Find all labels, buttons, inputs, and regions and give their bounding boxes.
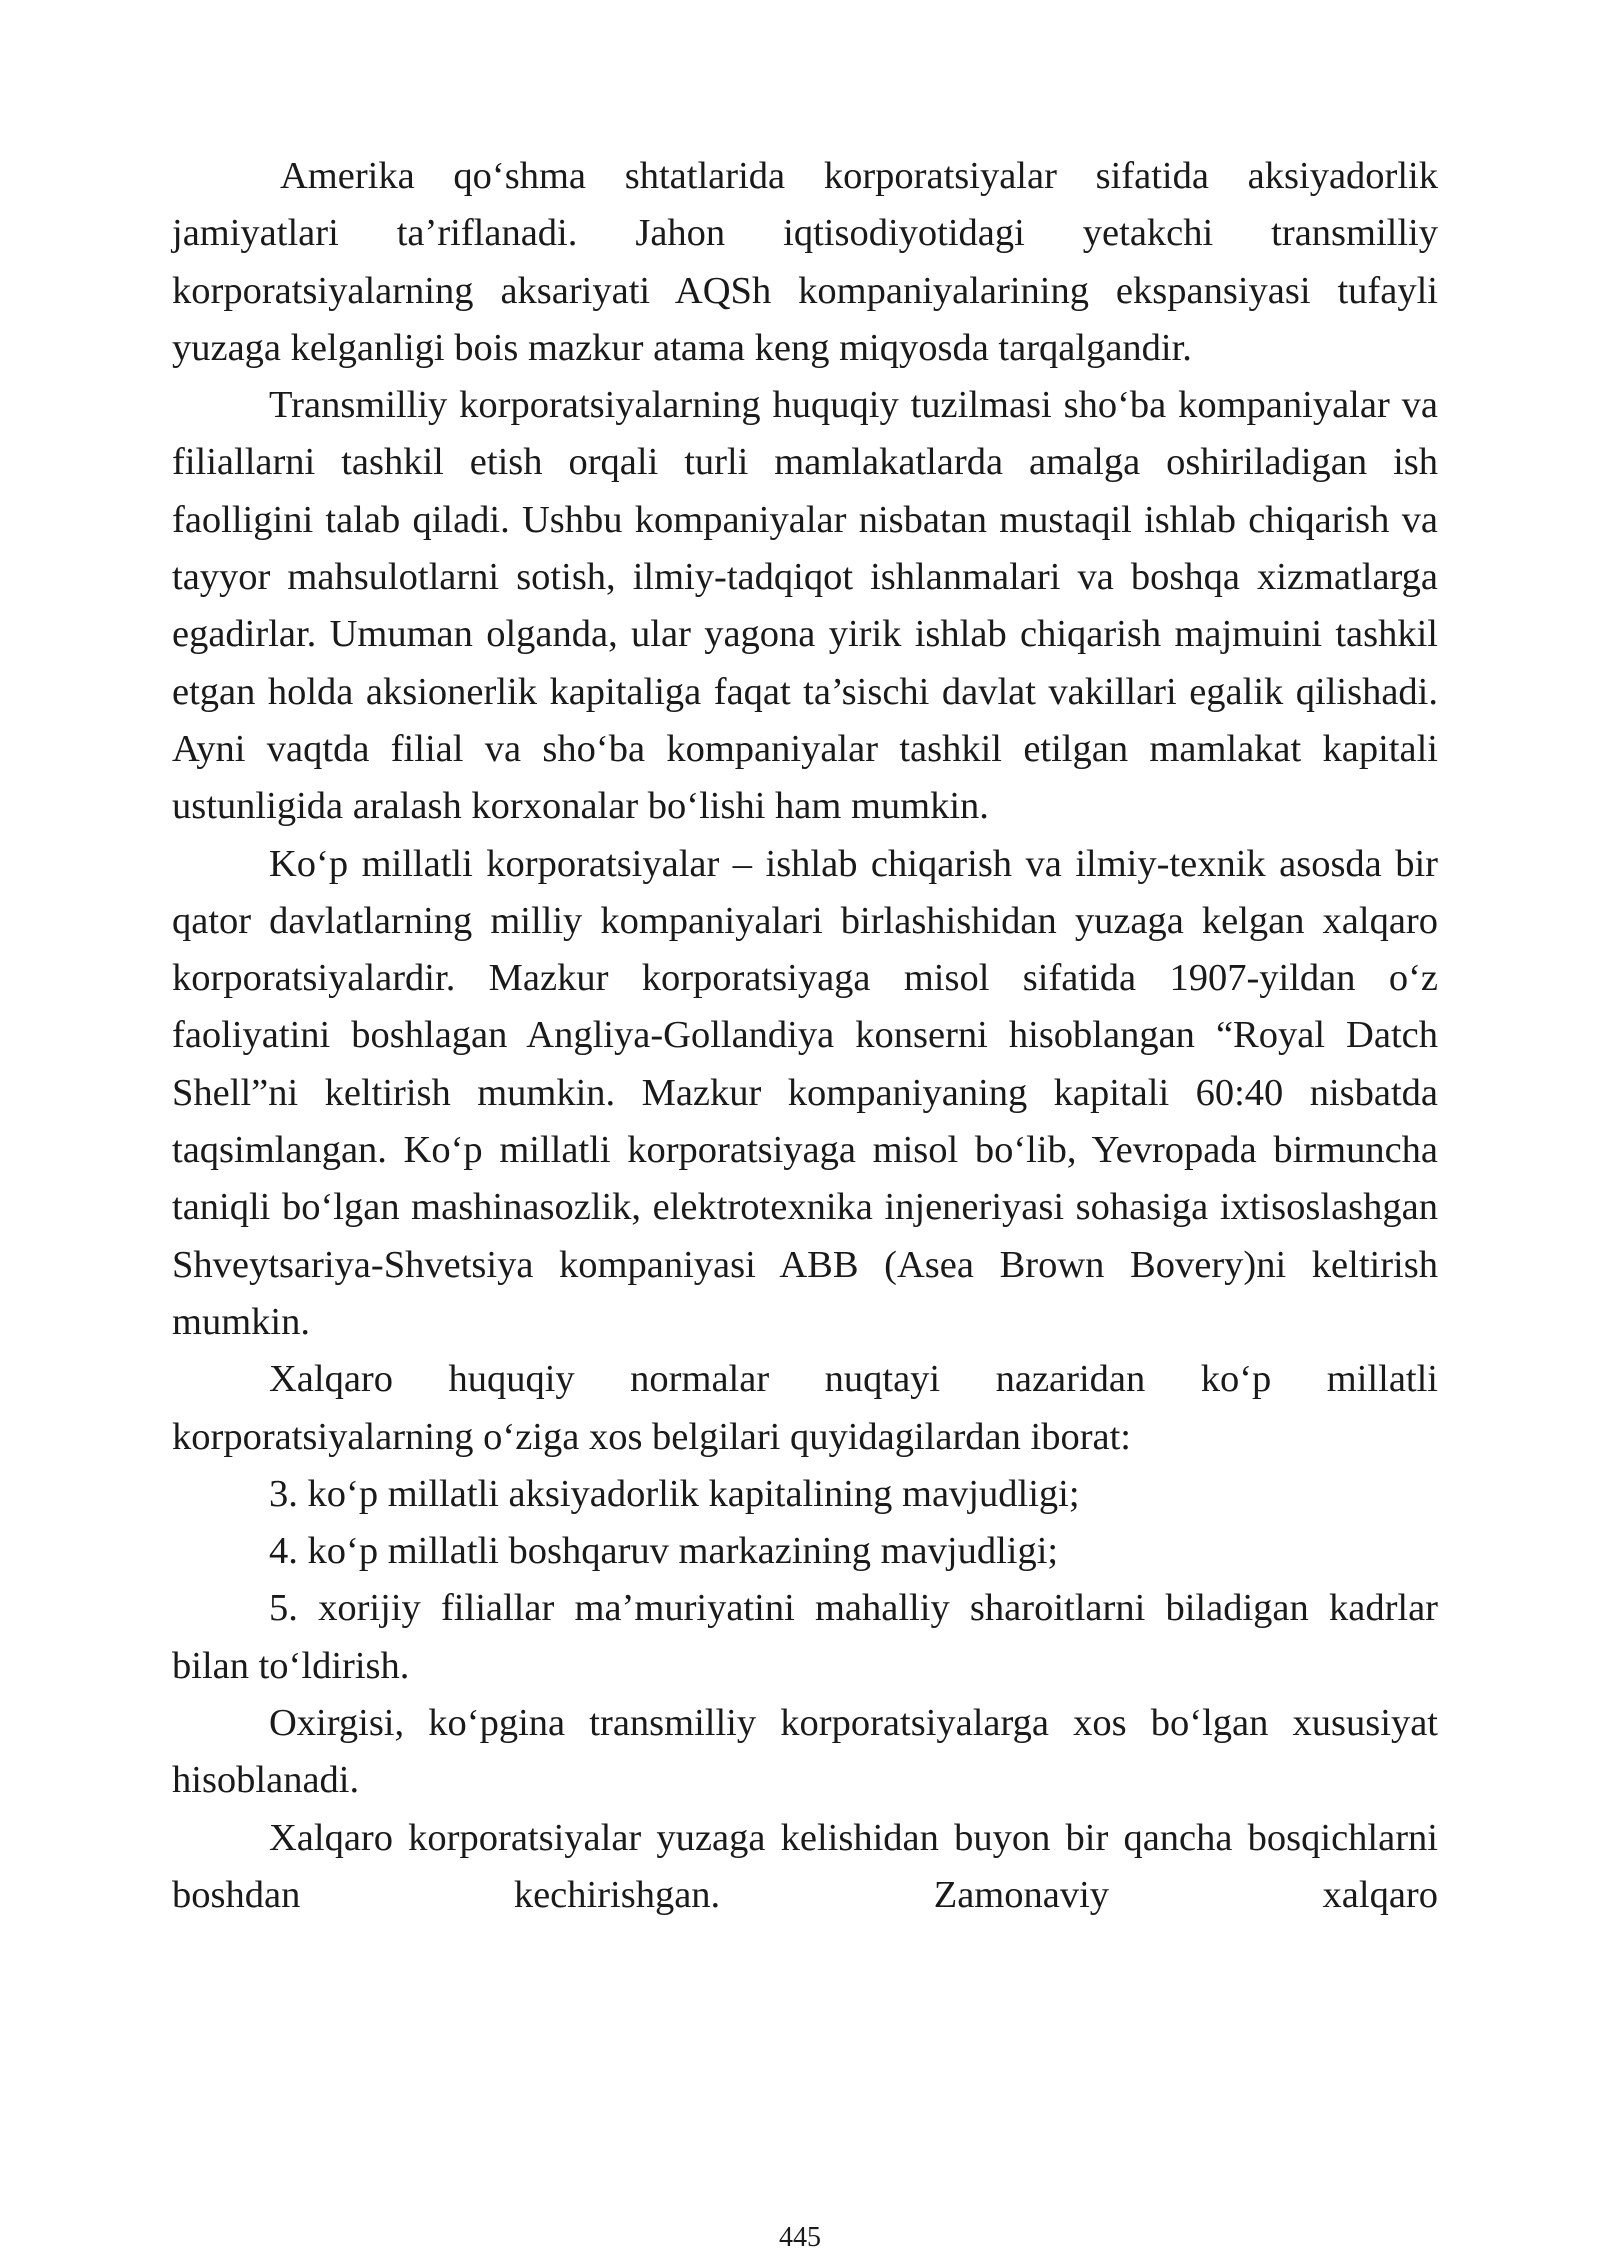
paragraph-tnc-legal-structure: Transmilliy korporatsiyalarning huquqiy tuzilmasi sho‘ba kompaniyalar va filiallarni tashkil etish orqali turli mamlakatlarda amalga oshiriladigan ish faolligini talab qiladi. Ushbu kompaniyalar nisbatan mustaqil ishlab chiqarish va tayyor mahsulotlarni sotish, ilmiy-tadqiqot ishlanmalari va boshqa xizmatlarga egadirlar. Umuman olganda, ular yagona yirik ishlab chiqarish majmuini tashkil etgan holda aksionerlik kapitaliga faqat ta’sischi davlat vakillari egalik qilishadi. Ayni vaqtda filial va sho‘ba kompaniyalar tashkil etilgan mamlakat kapitali ustunligida aralash korxonalar bo‘lishi ham mumkin. bbox=[172, 384, 1438, 828]
paragraph-features-intro: Xalqaro huquqiy normalar nuqtayi nazaridan ko‘p millatli korporatsiyalarning o‘ziga xos belgilari quyidagilardan iborat: bbox=[172, 1358, 1438, 1458]
paragraph-us-corporations: Amerika qo‘shma shtatlarida korporatsiyalar sifatida aksiyadorlik jamiyatlari ta’riflanadi. Jahon iqtisodiyotidagi yetakchi transmilliy korporatsiyalarning aksariyati AQSh kompaniyalarining ekspansiyasi tufayli yuzaga kelganligi bois mazkur atama keng miqyosda tarqalgandir. bbox=[172, 155, 1438, 369]
paragraph-multinational-corporations: Ko‘p millatli korporatsiyalar – ishlab chiqarish va ilmiy-texnik asosda bir qator davlatlarning milliy kompaniyalari birlashishidan yuzaga kelgan xalqaro korporatsiyalardir. Mazkur korporatsiyaga misol sifatida 1907-yildan o‘z faoliyatini boshlagan Angliya-Gollandiya konserni hisoblangan “Royal Datch Shell”ni keltirish mumkin. Mazkur kompaniyaning kapitali 60:40 nisbatda taqsimlangan. Ko‘p millatli korporatsiyaga misol bo‘lib, Yevropada birmuncha taniqli bo‘lgan mashinasozlik, elektrotexnika injeneriyasi sohasiga ixtisoslashgan Shveytsariya-Shvetsiya kompaniyasi ABB (Asea Brown Bovery)ni keltirish mumkin. bbox=[172, 842, 1438, 1343]
page-number: 445 bbox=[779, 2222, 821, 2253]
paragraph-last-feature: Oxirgisi, ko‘pgina transmilliy korporatsiyalarga xos bo‘lgan xususiyat hisoblanadi. bbox=[172, 1702, 1438, 1802]
list-item-capital: 3. ko‘p millatli aksiyadorlik kapitalining mavjudligi; bbox=[269, 1472, 1080, 1515]
page-body bbox=[172, 148, 1438, 1924]
paragraph-stages: Xalqaro korporatsiyalar yuzaga kelishidan buyon bir qancha bosqichlarni boshdan kechirishgan. Zamonaviy xalqaro bbox=[172, 1816, 1438, 1916]
list-item-foreign-branches: 5. xorijiy filiallar ma’muriyatini mahalliy sharoitlarni biladigan kadrlar bilan to‘ldirish. bbox=[172, 1587, 1438, 1687]
list-item-management-center: 4. ko‘p millatli boshqaruv markazining mavjudligi; bbox=[269, 1530, 1059, 1573]
